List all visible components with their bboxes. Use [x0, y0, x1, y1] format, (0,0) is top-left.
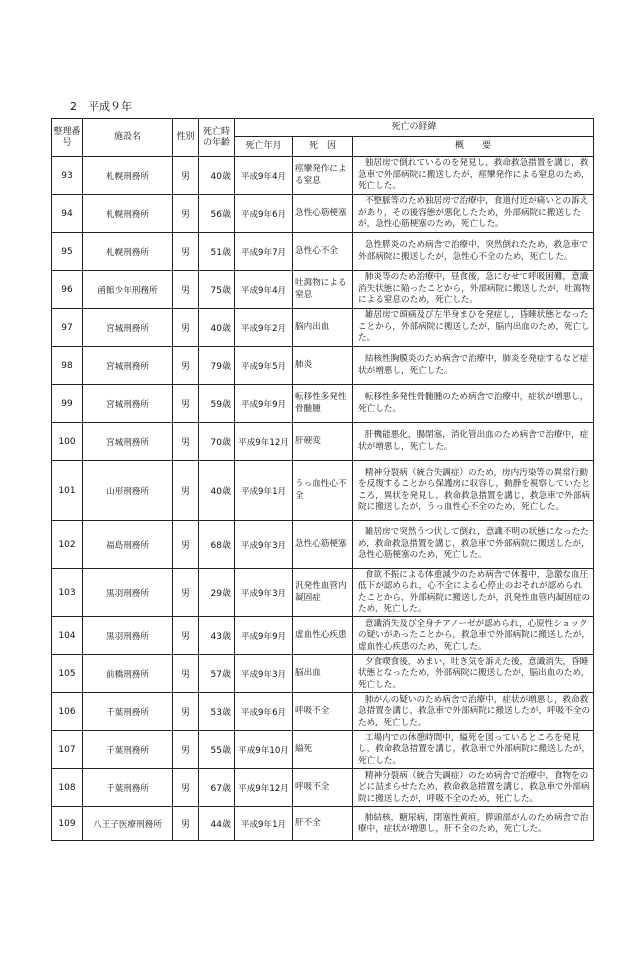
table-row	[52, 309, 594, 347]
death-date: 平成9年10月	[235, 731, 293, 769]
facility-name: 函館少年刑務所	[83, 271, 173, 309]
age-at-death: 79歳	[199, 347, 235, 385]
sex: 男	[173, 233, 199, 271]
row-number: 97	[52, 309, 83, 347]
death-date: 平成9年3月	[235, 655, 293, 693]
sex: 男	[173, 309, 199, 347]
age-at-death: 70歳	[199, 423, 235, 461]
summary: 急性膵炎のため病舎で治療中，突然倒れたため，救急車で外部病院に搬送したが，急性心不全のため，死亡した。	[353, 233, 594, 271]
age-at-death: 56歳	[199, 195, 235, 233]
sex: 男	[173, 157, 199, 195]
cause-of-death: 脳内出血	[293, 309, 353, 347]
facility-name: 札幌刑務所	[83, 195, 173, 233]
cause-of-death: 転移性多発性骨髄腫	[293, 385, 353, 423]
age-at-death: 29歳	[199, 569, 235, 617]
cause-of-death: 脳出血	[293, 655, 353, 693]
facility-name: 千葉刑務所	[83, 769, 173, 807]
summary: 工場内での休憩時間中，縊死を図っているところを発見し，救命救急措置を講じ，救急車で外部病院に搬送したが，死亡した。	[353, 731, 594, 769]
row-number: 107	[52, 731, 83, 769]
summary: 転移性多発性骨髄腫のため病舎で治療中，症状が増悪し，死亡した。	[353, 385, 594, 423]
death-date: 平成9年5月	[235, 347, 293, 385]
death-date: 平成9年4月	[235, 157, 293, 195]
table-row	[52, 569, 594, 617]
age-at-death: 59歳	[199, 385, 235, 423]
sex: 男	[173, 423, 199, 461]
age-at-death: 53歳	[199, 693, 235, 731]
facility-name: 宮城刑務所	[83, 385, 173, 423]
table-row	[52, 157, 594, 195]
age-at-death: 68歳	[199, 521, 235, 569]
header-summary: 概 要	[353, 137, 594, 157]
sex: 男	[173, 769, 199, 807]
cause-of-death: 肺炎	[293, 347, 353, 385]
sex: 男	[173, 731, 199, 769]
header-seiri-bango: 整理番号	[52, 119, 83, 157]
sex: 男	[173, 569, 199, 617]
death-records-table	[51, 118, 594, 841]
header-facility: 施設名	[83, 119, 173, 157]
summary: 独居房で倒れているのを発見し，救命救急措置を講じ，救急車で外部病院に搬送したが，痙攣発作による窒息のため，死亡した。	[353, 157, 594, 195]
section-title: 2 平成９年	[70, 100, 132, 113]
facility-name: 千葉刑務所	[83, 693, 173, 731]
death-date: 平成9年4月	[235, 271, 293, 309]
summary: 結核性胸膜炎のため病舎で治療中，肺炎を発症するなど症状が増悪し，死亡した。	[353, 347, 594, 385]
facility-name: 千葉刑務所	[83, 731, 173, 769]
row-number: 98	[52, 347, 83, 385]
table-row	[52, 617, 594, 655]
sex: 男	[173, 347, 199, 385]
summary: 肺結核，糖尿病，閉塞性黄疸，膵頭部がんのため病舎で治療中，症状が増悪し，肝不全のため，死亡した。	[353, 807, 594, 841]
facility-name: 宮城刑務所	[83, 309, 173, 347]
death-date: 平成9年12月	[235, 769, 293, 807]
cause-of-death: 虚血性心疾患	[293, 617, 353, 655]
age-at-death: 67歳	[199, 769, 235, 807]
death-date: 平成9年1月	[235, 461, 293, 521]
cause-of-death: 急性心不全	[293, 233, 353, 271]
cause-of-death: 急性心筋梗塞	[293, 195, 353, 233]
row-number: 100	[52, 423, 83, 461]
age-at-death: 40歳	[199, 461, 235, 521]
death-date: 平成9年3月	[235, 521, 293, 569]
sex: 男	[173, 461, 199, 521]
facility-name: 山形刑務所	[83, 461, 173, 521]
header-keii: 死亡の経緯	[235, 119, 594, 137]
table-row	[52, 769, 594, 807]
table-row	[52, 423, 594, 461]
cause-of-death: 縊死	[293, 731, 353, 769]
table-row	[52, 693, 594, 731]
header-sex: 性別	[173, 119, 199, 157]
summary: 精神分裂病（統合失調症）のため病舎で治療中，食物をのどに詰まらせたため，救命救急措置を講じ，救急車で外部病院に搬送したが，呼吸不全のため，死亡した。	[353, 769, 594, 807]
row-number: 96	[52, 271, 83, 309]
cause-of-death: 吐瀉物による窒息	[293, 271, 353, 309]
age-at-death: 40歳	[199, 157, 235, 195]
facility-name: 宮城刑務所	[83, 347, 173, 385]
summary: 肝機能悪化，腸閉塞，消化管出血のため病舎で治療中，症状が増悪し，死亡した。	[353, 423, 594, 461]
sex: 男	[173, 693, 199, 731]
sex: 男	[173, 521, 199, 569]
death-date: 平成9年7月	[235, 233, 293, 271]
table-row	[52, 521, 594, 569]
summary: 夕食喫食後，めまい，吐き気を訴えた後，意識消失，昏睡状態となったため，外部病院に搬送したが，脳出血のため，死亡した。	[353, 655, 594, 693]
summary: 雑居房で突然うつ伏して倒れ，意識不明の状態になったため，救命救急措置を講じ，救急車で外部病院に搬送したが，急性心筋梗塞のため，死亡した。	[353, 521, 594, 569]
summary: 食欲不振による体重減少のため病舎で休養中，急激な血圧低下が認められ，心不全による心停止のおそれが認められたことから，外部病院に搬送したが，汎発性血管内凝固症のため，死亡した。	[353, 569, 594, 617]
age-at-death: 57歳	[199, 655, 235, 693]
summary: 雑居房で頭痛及び左半身まひを発症し，昏睡状態となったことから，外部病院に搬送したが，脳内出血のため，死亡した。	[353, 309, 594, 347]
row-number: 108	[52, 769, 83, 807]
facility-name: 前橋刑務所	[83, 655, 173, 693]
summary: 精神分裂病（統合失調症）のため，房内汚染等の異常行動を反復することから保護房に収容し，動静を視察していたところ，異状を発見し，救命救急措置を講じ，救急車で外部病院に搬送したが，うっ血性心不全のため，死亡した。	[353, 461, 594, 521]
sex: 男	[173, 271, 199, 309]
cause-of-death: 肝不全	[293, 807, 353, 841]
cause-of-death: 肝硬変	[293, 423, 353, 461]
age-at-death: 75歳	[199, 271, 235, 309]
cause-of-death: 汎発性血管内凝固症	[293, 569, 353, 617]
summary: 不整脈等のため独居房で治療中，食道付近が痛いとの訴えがあり，その後容態が悪化したため，外部病院に搬送したが，急性心筋梗塞のため，死亡した。	[353, 195, 594, 233]
table-row	[52, 233, 594, 271]
sex: 男	[173, 807, 199, 841]
death-date: 平成9年3月	[235, 569, 293, 617]
cause-of-death: 痙攣発作による窒息	[293, 157, 353, 195]
death-date: 平成9年1月	[235, 807, 293, 841]
death-date: 平成9年2月	[235, 309, 293, 347]
facility-name: 宮城刑務所	[83, 423, 173, 461]
sex: 男	[173, 655, 199, 693]
facility-name: 黒羽刑務所	[83, 569, 173, 617]
death-date: 平成9年9月	[235, 385, 293, 423]
row-number: 95	[52, 233, 83, 271]
cause-of-death: 呼吸不全	[293, 693, 353, 731]
row-number: 104	[52, 617, 83, 655]
table-row	[52, 195, 594, 233]
facility-name: 黒羽刑務所	[83, 617, 173, 655]
cause-of-death: 呼吸不全	[293, 769, 353, 807]
row-number: 109	[52, 807, 83, 841]
table-row	[52, 807, 594, 841]
summary: 肺炎等のため治療中，昼食後，急にむせて呼吸困難，意識消失状態に陥ったことから，外部病院に搬送したが，吐瀉物による窒息のため，死亡した。	[353, 271, 594, 309]
header-cause: 死 因	[293, 137, 353, 157]
table-row	[52, 655, 594, 693]
death-date: 平成9年6月	[235, 693, 293, 731]
age-at-death: 51歳	[199, 233, 235, 271]
age-at-death: 55歳	[199, 731, 235, 769]
table-row	[52, 347, 594, 385]
age-at-death: 44歳	[199, 807, 235, 841]
table-row	[52, 271, 594, 309]
row-number: 101	[52, 461, 83, 521]
row-number: 103	[52, 569, 83, 617]
row-number: 102	[52, 521, 83, 569]
facility-name: 福島刑務所	[83, 521, 173, 569]
age-at-death: 43歳	[199, 617, 235, 655]
row-number: 93	[52, 157, 83, 195]
sex: 男	[173, 385, 199, 423]
age-at-death: 40歳	[199, 309, 235, 347]
table-row	[52, 385, 594, 423]
header-date: 死亡年月	[235, 137, 293, 157]
cause-of-death: 急性心筋梗塞	[293, 521, 353, 569]
facility-name: 札幌刑務所	[83, 233, 173, 271]
table-row	[52, 731, 594, 769]
cause-of-death: うっ血性心不全	[293, 461, 353, 521]
death-date: 平成9年6月	[235, 195, 293, 233]
row-number: 106	[52, 693, 83, 731]
row-number: 99	[52, 385, 83, 423]
row-number: 105	[52, 655, 83, 693]
sex: 男	[173, 195, 199, 233]
facility-name: 八王子医療刑務所	[83, 807, 173, 841]
sex: 男	[173, 617, 199, 655]
facility-name: 札幌刑務所	[83, 157, 173, 195]
summary: 肺がんの疑いのため病舎で治療中，症状が増悪し，救命救急措置を講じ，救急車で外部病院に搬送したが，呼吸不全のため，死亡した。	[353, 693, 594, 731]
death-date: 平成9年9月	[235, 617, 293, 655]
table-row	[52, 461, 594, 521]
death-date: 平成9年12月	[235, 423, 293, 461]
row-number: 94	[52, 195, 83, 233]
summary: 意識消失及び全身チアノーゼが認められ，心原性ショックの疑いがあったことから，救急車で外部病院に搬送したが，虚血性心疾患のため，死亡した。	[353, 617, 594, 655]
header-age: 死亡時の年齢	[199, 119, 235, 157]
